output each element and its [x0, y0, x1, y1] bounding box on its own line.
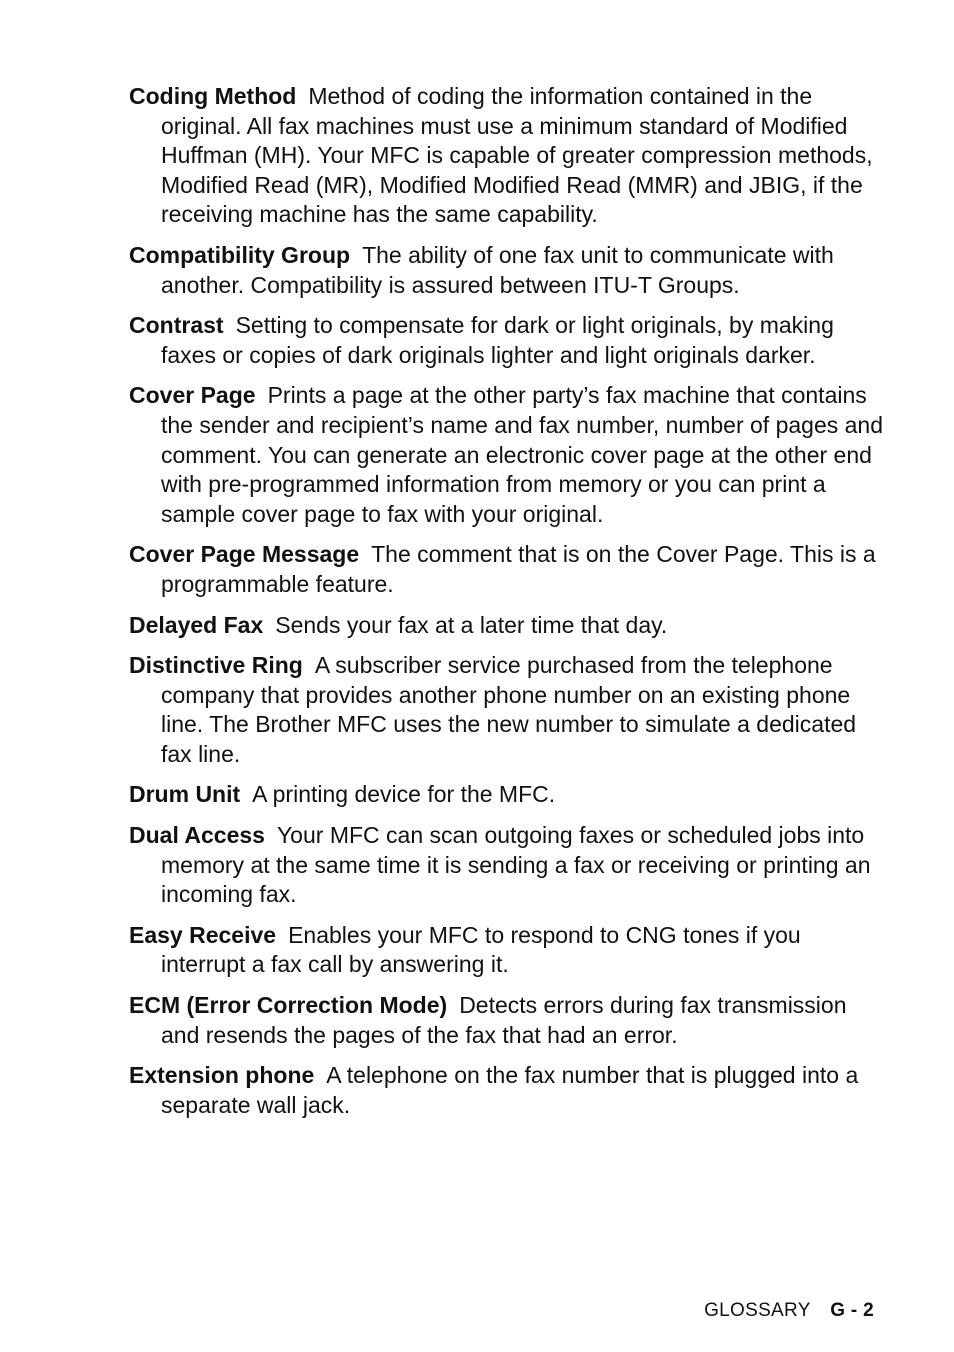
glossary-definition: The ability of one fax unit to communicate with another. Compatibility is assured between ITU-T Groups. — [161, 241, 834, 298]
glossary-entry — [129, 381, 889, 529]
glossary-term: Cover Page Message — [129, 541, 360, 568]
glossary-definition: Detects errors during fax transmission and resends the pages of the fax that had an error. — [161, 992, 847, 1048]
glossary-term: Drum Unit — [129, 781, 241, 808]
glossary-entry — [129, 311, 889, 370]
glossary-entry — [129, 991, 889, 1050]
glossary-term: Coding Method — [129, 83, 297, 109]
glossary-definition: A subscriber service purchased from the telephone company that provides another phone number on an existing phone line. The Brother MFC uses the new number to simulate a dedicated fax line. — [161, 652, 857, 767]
glossary-definition: Sends your fax at a later time that day. — [275, 611, 668, 638]
glossary-list — [129, 82, 889, 1131]
glossary-definition: Method of coding the information contained in the original. All fax machines must use a minimum standard of Modified Huffman (MH). Your MFC is capable of greater compression methods, Modified Read (MR), Modified Modified Read (MMR) and JBIG, if the receiving machine has the same capability. — [161, 83, 873, 228]
glossary-term: Dual Access — [129, 822, 265, 849]
glossary-entry — [129, 241, 889, 300]
glossary-definition: Setting to compensate for dark or light originals, by making faxes or copies of dark originals lighter and light originals darker. — [161, 312, 834, 368]
page-footer — [704, 1300, 874, 1322]
glossary-entry — [129, 780, 889, 810]
glossary-definition: A printing device for the MFC. — [252, 781, 556, 808]
page-number: G - 2 — [830, 1300, 874, 1321]
glossary-definition: A telephone on the fax number that is plugged into a separate wall jack. — [161, 1062, 859, 1118]
glossary-definition: Your MFC can scan outgoing faxes or scheduled jobs into memory at the same time it is sending a fax or receiving or printing an incoming fax. — [161, 822, 871, 908]
glossary-term: ECM (Error Correction Mode) — [129, 992, 448, 1019]
glossary-entry — [129, 611, 889, 641]
glossary-definition: Enables your MFC to respond to CNG tones if you interrupt a fax call by answering it. — [161, 921, 801, 978]
glossary-term: Compatibility Group — [129, 241, 351, 268]
glossary-term: Extension phone — [129, 1062, 315, 1089]
glossary-entry — [129, 921, 889, 980]
footer-section-label: GLOSSARY — [704, 1300, 811, 1321]
glossary-term: Cover Page — [129, 382, 256, 409]
glossary-entry — [129, 1061, 889, 1120]
glossary-definition: Prints a page at the other party’s fax machine that contains the sender and recipient’s name and fax number, number of pages and comment. You can generate an electronic cover page at the other end with pre-programmed information from memory or you can print a sample cover page to fax with your original. — [161, 382, 883, 527]
glossary-term: Easy Receive — [129, 921, 277, 948]
glossary-entry — [129, 540, 889, 599]
glossary-term: Delayed Fax — [129, 611, 264, 638]
glossary-definition: The comment that is on the Cover Page. This is a programmable feature. — [161, 541, 876, 597]
glossary-entry — [129, 82, 889, 230]
glossary-term: Distinctive Ring — [129, 652, 303, 679]
glossary-entry — [129, 821, 889, 910]
glossary-entry — [129, 651, 889, 769]
glossary-term: Contrast — [129, 312, 224, 339]
